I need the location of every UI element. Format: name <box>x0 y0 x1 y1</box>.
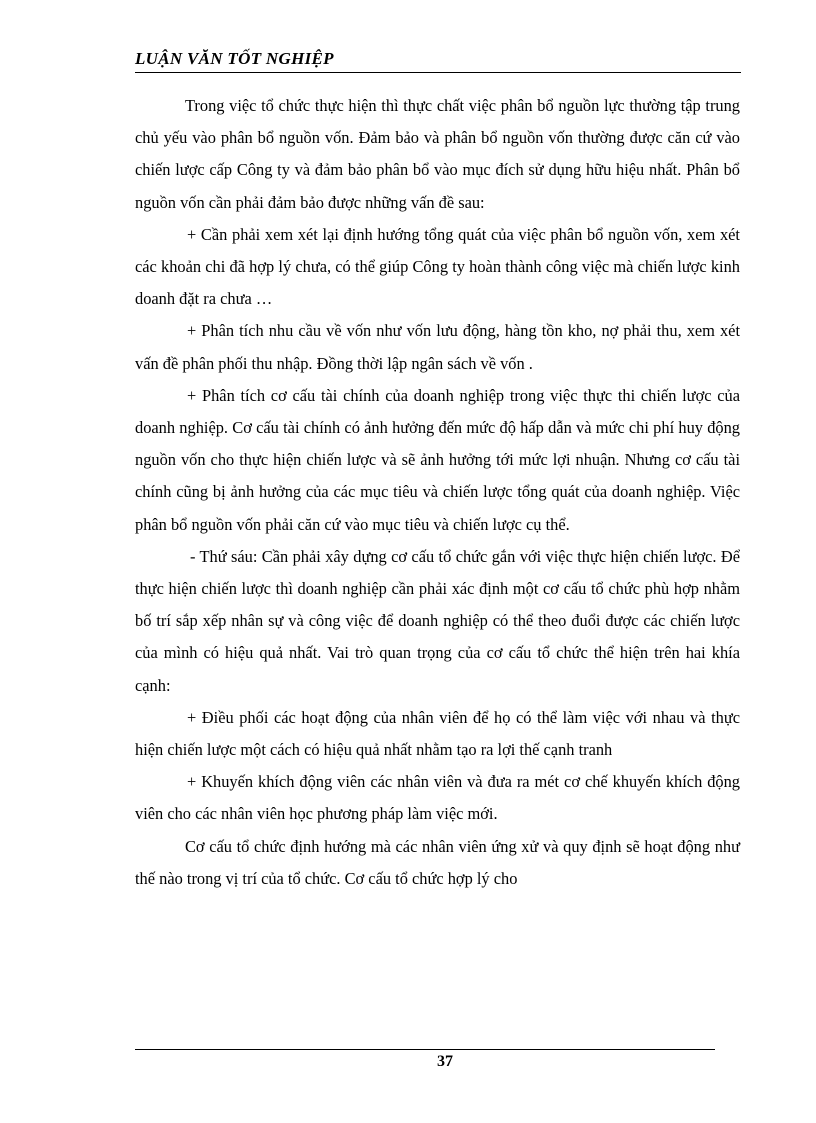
paragraph-capital-needs: + Phân tích nhu cầu về vốn như vốn lưu động, hàng tồn kho, nợ phải thu, xem xét vấn đề phân phối thu nhập. Đồng thời lập ngân sách về vốn . <box>135 321 740 373</box>
paragraph-financial-structure: + Phân tích cơ cấu tài chính của doanh nghiệp trong việc thực thi chiến lược của doanh nghiệp. Cơ cấu tài chính có ảnh hưởng đến mức độ hấp dẫn và mức chi phí huy động nguồn vốn cho thực hiện chiến lược và sẽ ảnh hưởng tới mức lợi nhuận. Nhưng cơ cấu tài chính cũng bị ảnh hưởng của các mục tiêu và chiến lược tổng quát của doanh nghiệp. Việc phân bổ nguồn vốn phải căn cứ vào mục tiêu và chiến lược cụ thể. <box>135 385 740 534</box>
footer-divider <box>135 1049 715 1050</box>
page-number: 37 <box>437 1053 453 1070</box>
running-header <box>135 48 741 73</box>
paragraph-resource-allocation: Trong việc tổ chức thực hiện thì thực chất việc phân bổ nguồn lực thường tập trung chủ yếu vào phân bổ nguồn vốn. Đảm bảo và phân bổ nguồn vốn thường được căn cứ vào chiến lược cấp Công ty và đảm bảo phân bổ vào mục đích sử dụng hữu hiệu nhất. Phân bổ nguồn vốn cần phải đảm bảo được những vấn đề sau: <box>135 96 740 212</box>
paragraph-org-structure: Cơ cấu tổ chức định hướng mà các nhân viên ứng xử và quy định sẽ hoạt động như thế nào trong vị trí của tổ chức. Cơ cấu tổ chức hợp lý cho <box>135 836 740 888</box>
header-title: LUẬN VĂN TỐT NGHIỆP <box>135 49 334 68</box>
paragraph-sixth-organization: - Thứ sáu: Cần phải xây dựng cơ cấu tổ chức gắn với việc thực hiện chiến lược. Để thực hiện chiến lược thì doanh nghiệp cần phải xác định một cơ cấu tổ chức phù hợp nhằm bố trí sắp xếp nhân sự và công việc để doanh nghiệp có thể theo đuổi được các chiến lược của mình có hiệu quả nhất. Vai trò quan trọng của cơ cấu tổ chức thể hiện trên hai khía cạnh: <box>135 546 740 695</box>
paragraph-review-allocation: + Cần phải xem xét lại định hướng tổng quát của việc phân bổ nguồn vốn, xem xét các khoản chi đã hợp lý chưa, có thể giúp Công ty hoàn thành công việc mà chiến lược kinh doanh đặt ra chưa … <box>135 224 740 309</box>
paragraph-coordinate-activities: + Điều phối các hoạt động của nhân viên để họ có thể làm việc với nhau và thực hiện chiến lược một cách có hiệu quả nhất nhằm tạo ra lợi thế cạnh tranh <box>135 707 740 760</box>
paragraph-motivate-staff: + Khuyến khích động viên các nhân viên và đưa ra mét cơ chế khuyến khích động viên cho các nhân viên học phương pháp làm việc mới. <box>135 772 740 824</box>
document-body <box>135 90 740 895</box>
